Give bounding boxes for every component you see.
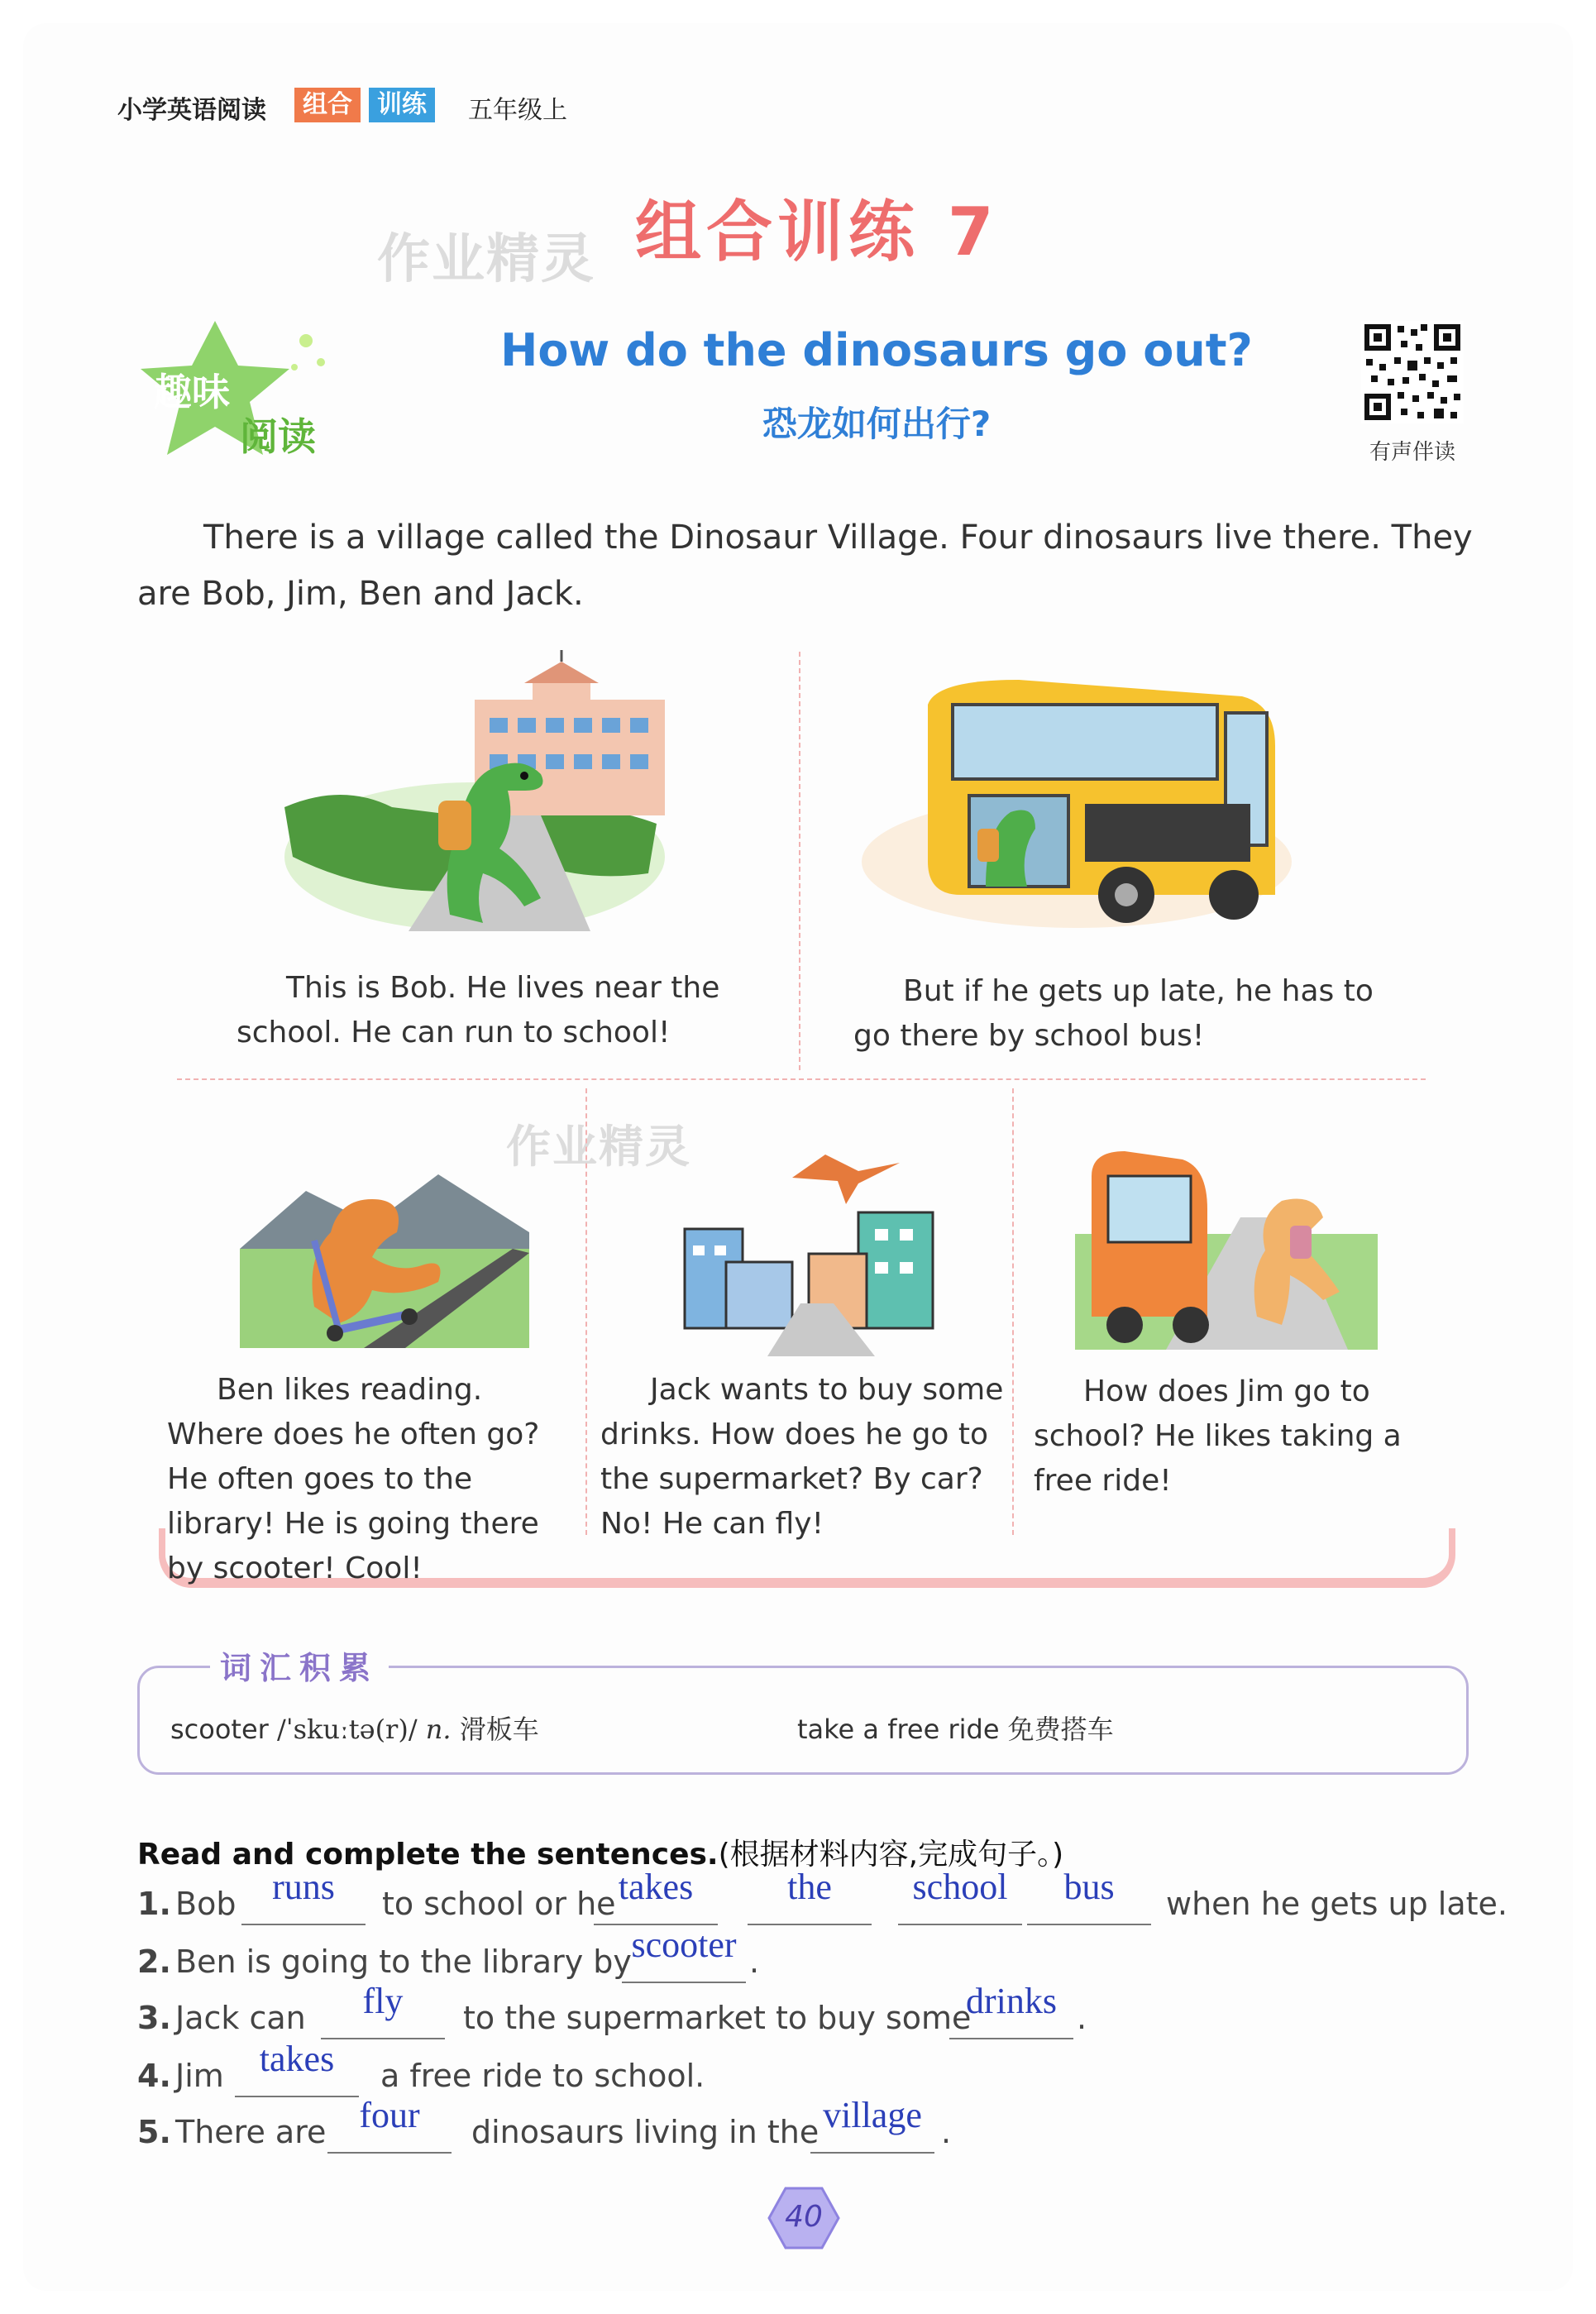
qr-label: 有声伴读 <box>1369 440 1455 465</box>
question-number: 3. <box>137 2000 171 2036</box>
question-text: dinosaurs living in the <box>471 2114 820 2150</box>
question-2 <box>137 1924 964 1988</box>
question-text: Ben is going to the library by <box>175 1943 632 1980</box>
vocab-item-free-ride: take a free ride 免费搭车 <box>797 1714 1114 1745</box>
question-5 <box>137 2095 1295 2159</box>
question-3 <box>137 1981 1295 2044</box>
question-text: . <box>941 2114 952 2150</box>
answer-blank[interactable]: runs <box>241 1872 366 1925</box>
answer-blank[interactable]: village <box>810 2101 934 2154</box>
unit-title: 组合训练 7 <box>635 194 999 270</box>
instruction-cn: (根据材料内容,完成句子。) <box>718 1838 1064 1872</box>
panel-caption: But if he gets up late, he has to go there by school bus! <box>853 974 1374 1053</box>
story-subtitle: 恐龙如何出行? <box>762 404 992 444</box>
answer-blank[interactable]: drinks <box>949 1987 1073 2039</box>
panel-caption: This is Bob. He lives near the school. He can run to school! <box>237 971 720 1049</box>
answer-blank[interactable]: bus <box>1027 1872 1151 1925</box>
fun-reading-badge <box>132 316 356 465</box>
question-text: when he gets up late. <box>1166 1886 1508 1922</box>
watermark: 作业精灵 <box>377 229 595 290</box>
watermark: 作业精灵 <box>506 1121 691 1173</box>
panel-caption: How does Jim go to school? He likes taking a free ride! <box>1034 1375 1402 1498</box>
question-1 <box>137 1867 1508 1930</box>
illustration-jack-flying <box>668 1138 963 1356</box>
answer-blank[interactable]: takes <box>235 2044 359 2097</box>
answer-blank[interactable]: four <box>327 2101 452 2154</box>
panel-caption: Jack wants to buy some drinks. How does he go to the supermarket? By car? No! He can fly! <box>600 1373 1004 1541</box>
question-text: a free ride to school. <box>380 2058 705 2094</box>
question-text: . <box>1077 2000 1087 2036</box>
answer-blank[interactable]: scooter <box>622 1930 746 1983</box>
answer-blank[interactable]: the <box>748 1872 872 1925</box>
question-number: 4. <box>137 2058 171 2094</box>
vocab-word: scooter <box>170 1714 269 1745</box>
story-intro: There is a village called the Dinosaur Village. Four dinosaurs live there. They are Bob, Jim, Ben and Jack. <box>137 519 1473 613</box>
question-text: There are <box>175 2114 327 2150</box>
question-text: Bob <box>175 1886 237 1922</box>
book-title: 小学英语阅读 <box>117 96 266 125</box>
illustration-ben-scooter <box>240 1141 529 1348</box>
panel-divider <box>799 652 800 1070</box>
illustration-bob-running <box>276 650 673 948</box>
question-text: . <box>749 1943 760 1980</box>
tag-training: 训练 <box>369 88 435 122</box>
answer-blank[interactable]: fly <box>321 1987 445 2039</box>
question-text: to the supermarket to buy some <box>463 2000 972 2036</box>
question-4 <box>137 2039 964 2102</box>
vocab-phonetic: /ˈskuːtə(r)/ <box>276 1714 418 1745</box>
question-text: to school or he <box>382 1886 616 1922</box>
illustration-jim-free-ride <box>1075 1126 1378 1350</box>
panel-divider <box>585 1088 587 1535</box>
vocab-item-scooter <box>170 1709 539 1747</box>
instruction-en: Read and complete the sentences. <box>137 1838 719 1872</box>
question-number: 5. <box>137 2114 171 2150</box>
question-number: 1. <box>137 1886 171 1922</box>
page-number <box>767 2187 840 2249</box>
question-text: Jack can <box>175 2000 306 2036</box>
panel-divider <box>177 1078 1426 1080</box>
page-number-text: 40 <box>785 2200 823 2234</box>
badge-line2: 阅读 <box>240 414 316 459</box>
grade-label: 五年级上 <box>468 96 567 125</box>
vocab-meaning: 滑板车 <box>459 1714 539 1745</box>
answer-blank[interactable]: takes <box>594 1872 718 1925</box>
panel-caption: Ben likes reading. Where does he often go? He often goes to the library! He is going there by scooter! Cool! <box>167 1373 540 1585</box>
question-number: 2. <box>137 1943 171 1980</box>
badge-line1: 趣味 <box>154 370 230 414</box>
qr-code-icon[interactable] <box>1361 321 1464 423</box>
tag-combo: 组合 <box>294 88 361 122</box>
answer-blank[interactable]: school <box>898 1872 1022 1925</box>
illustration-school-bus <box>853 647 1300 936</box>
vocab-pos: n. <box>425 1714 452 1745</box>
story-title: How do the dinosaurs go out? <box>500 324 1253 376</box>
question-text: Jim <box>175 2058 224 2094</box>
vocab-title: 词汇积累 <box>210 1642 389 1688</box>
